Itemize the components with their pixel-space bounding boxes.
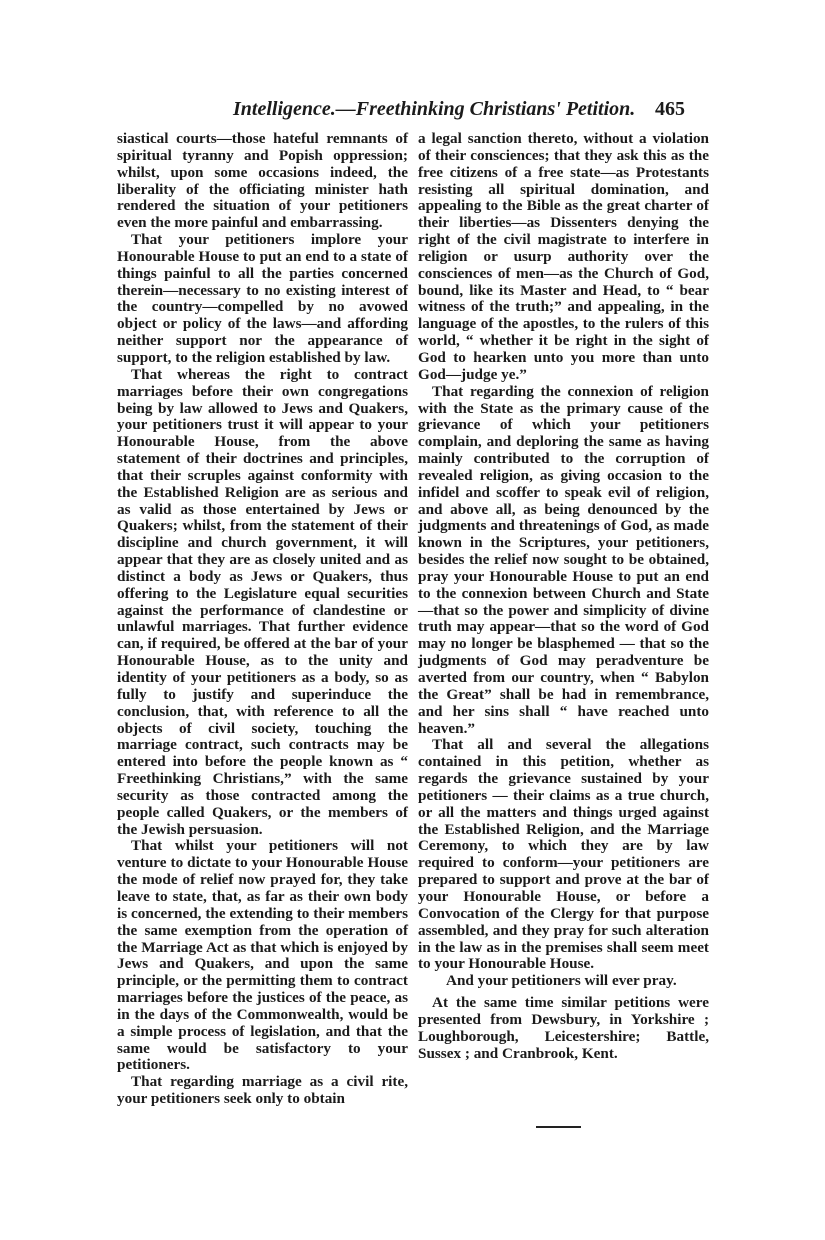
left-column	[117, 131, 408, 1108]
paragraph: That whereas the right to contract marriages before their own congregations being by law allowed to Jews and Quakers, your petitioners trust it will appear to your Honourable House, from the above statement of their doctrines and principles, that their scruples against conformity with the Established Religion are as serious and as valid as those entertained by Jews or Quakers; whilst, from the statement of their discipline and church government, it will appear that they are as closely united and as distinct a body as Jews or Quakers, thus offering to the Legislature equal securities against the performance of clandestine or unlawful marriages. That further evidence can, if required, be offered at the bar of your Honourable House, as to the unity and identity of your petitioners as a body, so as fully to justify and superinduce the conclusion, that, with reference to all the objects of civil society, touching the marriage contract, such contracts may be entered into before the people known as “ Freethinking Christians,” with the same security as those contracted among the people called Quakers, or the members of the Jewish persuasion.	[117, 365, 408, 838]
paragraph: That all and several the allegations contained in this petition, whether as regards the grievance sustained by your petitioners — their claims as a true church, or all the matters and things urged against the Established Religion, and the Marriage Ceremony, to which they are by law required to conform—your petitioners are prepared to support and prove at the bar of your Honourable House, or before a Convocation of the Clergy for that purpose assembled, and they pray for such alteration in the law as in the premises shall seem meet to your Honourable House.	[418, 736, 709, 973]
paragraph: a legal sanction thereto, without a violation of their consciences; that they ask this as the free citizens of a free state—as Protestants resisting all spiritual domination, and appealing to the Bible as the great charter of their liberties—as Dissenters denying the right of the civil magistrate to interfere in religion or usurp authority over the consciences of men—as the Church of God, bound, like its Master and Head, to “ bear witness of the truth;” and appealing, in the language of the apostles, to the rulers of this world, “ whether it be right in the sight of God to hearken unto you more than unto God—judge ye.”	[418, 130, 709, 383]
paragraph: That regarding marriage as a civil rite, your petitioners seek only to obtain	[117, 1073, 408, 1108]
section-divider	[536, 1126, 581, 1128]
running-header	[115, 98, 685, 128]
right-column	[418, 131, 709, 1062]
paragraph: That regarding the connexion of religion with the State as the primary cause of the grievance of which your petitioners complain, and deploring the same as having mainly contributed to the corruption of revealed religion, as giving occasion to the infidel and scoffer to speak evil of religion, and above all, as being denounced by the judgments and threatenings of God, as made known in the Scriptures, your petitioners, besides the relief now sought to be obtained, pray your Honourable House to put an end to the connexion between Church and State—that so the power and simplicity of divine truth may appear—that so the word of God may no longer be blasphemed — that so the judgments of God may peradventure be averted from our country, when “ Babylon the Great” shall be had in remembrance, and her sins shall “ have reached unto heaven.”	[418, 382, 709, 737]
closing-prayer: And your petitioners will ever pray.	[446, 972, 677, 990]
paragraph: At the same time similar petitions were presented from Dewsbury, in Yorkshire ; Loughborough, Leicestershire; Battle, Sussex ; and Cranbrook, Kent.	[418, 994, 709, 1062]
paragraph: That your petitioners implore your Honourable House to put an end to a state of things painful to all the parties concerned therein—necessary to no existing interest of the country—compelled by no avowed object or policy of the laws—and affording neither support nor the appearance of support, to the religion established by law.	[117, 231, 408, 366]
page-number: 465	[655, 98, 685, 120]
paragraph: siastical courts—those hateful remnants of spiritual tyranny and Popish oppression; whilst, upon some occasions indeed, the liberality of the officiating minister hath rendered the situation of your petitioners even the more painful and embarrassing.	[117, 130, 408, 232]
paragraph: That whilst your petitioners will not venture to dictate to your Honourable House the mode of relief now prayed for, they take leave to state, that, as far as their own body is concerned, the extending to their members the same exemption from the operation of the Marriage Act as that which is enjoyed by Jews and Quakers, and upon the same principle, or the permitting them to contract marriages before the justices of the peace, as in the days of the Commonwealth, would be a simple process of legislation, and that the same would be satisfactory to your petitioners.	[117, 837, 408, 1074]
running-title: Intelligence.—Freethinking Christians' Petition.	[233, 98, 636, 120]
